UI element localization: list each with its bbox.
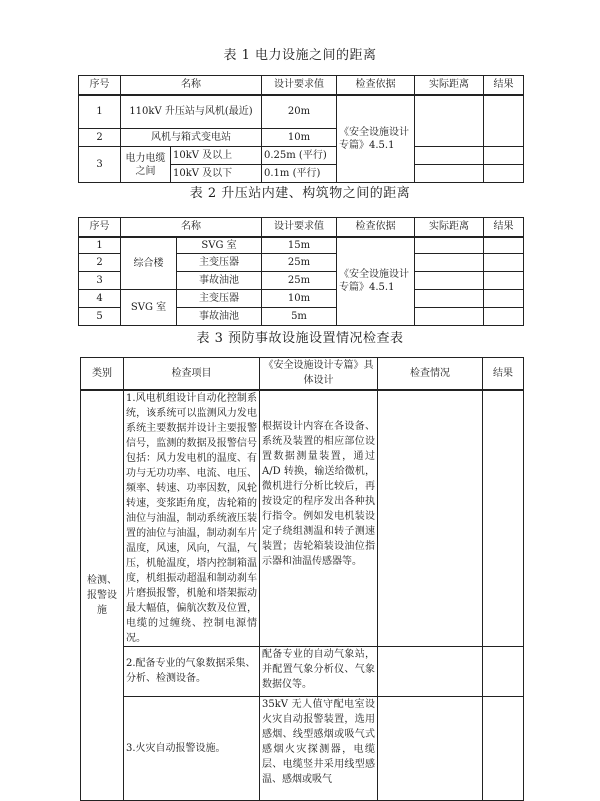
t3-status-2 <box>378 646 483 696</box>
t2-result-1 <box>484 237 524 254</box>
t2-row5-value: 5m <box>262 308 337 326</box>
t3-category: 检测、报警设施 <box>81 390 124 801</box>
t2-actual-3 <box>415 272 484 290</box>
t2-row3-sub: 事故油池 <box>177 272 262 290</box>
t1-result-1 <box>484 95 524 147</box>
t3-header-item: 检查项目 <box>124 358 260 390</box>
t2-row4-value: 10m <box>262 290 337 308</box>
table1 <box>78 75 524 183</box>
t2-row4-sub: 主变压器 <box>177 290 262 308</box>
t3-design-1: 根据设计内容在各设备、系统及装置的相应部位设置数据测量装置，通过 A/D 转换，输送给微机，微机进行分析比较后，再按设定的程序发出各种执行指令。例如发电机装设定子绕组测温和转子测速装置；齿轮箱装设油位指示器和油温传感器等。 <box>260 390 378 647</box>
t2-header-basis: 检查依据 <box>337 218 415 237</box>
t1-header-no: 序号 <box>79 76 121 95</box>
t2-row1-value: 15m <box>262 237 337 254</box>
t2-group-2: SVG 室 <box>121 290 177 326</box>
t2-result-5 <box>484 308 524 326</box>
t3-result-3 <box>483 696 524 800</box>
t3-item-2: 2.配备专业的气象数据采集、分析、检测设备。 <box>124 646 260 696</box>
t3-design-3: 35kV 无人值守配电室设火灾自动报警装置，选用感烟、线型感烟或吸气式感烟火灾探测器，电缆层、电缆竖井采用线型感温、感烟或吸气 <box>260 696 378 800</box>
t2-row2-no: 2 <box>79 254 121 272</box>
t1-basis: 《安全设施设计专篇》4.5.1 <box>337 95 415 183</box>
t1-actual-4 <box>415 165 484 183</box>
t1-row4-sub: 10kV 及以下 <box>171 165 262 183</box>
table3 <box>80 357 524 801</box>
t1-row1-value: 20m <box>262 95 337 129</box>
t2-row1-sub: SVG 室 <box>177 237 262 254</box>
t1-row2-value: 10m <box>262 129 337 147</box>
t2-row3-no: 3 <box>79 272 121 290</box>
t3-item-3: 3.火灾自动报警设施。 <box>124 696 260 800</box>
t1-header-name: 名称 <box>121 76 262 95</box>
t2-row4-no: 4 <box>79 290 121 308</box>
t1-actual-1 <box>415 95 484 147</box>
t2-row1-no: 1 <box>79 237 121 254</box>
t1-row3-group: 电力电缆之间 <box>121 147 171 183</box>
t3-item-1: 1.风电机组设计自动化控制系统，该系统可以监测风力发电系统主要数据并设计主要报警信号，监测的数据及报警信号包括：风力发电机的温度、有功与无功功率、电流、电压、频率、转速、功率因数，风轮转速，变浆距角度，齿轮箱的油位与油温，制动系统液压装置的油位与油温，制动刹车片温度，风速，风向，气温，气压，机舱温度，塔内控制箱温度，机组振动超温和制动刹车片磨损报警，机舱和塔架振动最大幅值，偏航次数及位置，电缆的过缠绕、控制电源情况。 <box>124 390 260 647</box>
t1-header-value: 设计要求值 <box>262 76 337 95</box>
table3-caption: 表 3 预防事故设施设置情况检查表 <box>196 331 404 346</box>
t2-header-result: 结果 <box>484 218 524 237</box>
t3-result-1 <box>483 390 524 647</box>
t2-row3-value: 25m <box>262 272 337 290</box>
t2-header-actual: 实际距离 <box>415 218 484 237</box>
table2-caption: 表 2 升压站内建、构筑物之间的距离 <box>189 186 411 201</box>
t3-header-category: 类别 <box>81 358 124 390</box>
t2-header-name: 名称 <box>121 218 262 237</box>
t3-header-design: 《安全设施设计专篇》具体设计 <box>260 358 378 390</box>
t2-actual-5 <box>415 308 484 326</box>
t2-result-3 <box>484 272 524 290</box>
t3-status-3 <box>378 696 483 800</box>
t1-row2-no: 2 <box>79 129 121 147</box>
t1-actual-3 <box>415 147 484 165</box>
t2-actual-4 <box>415 290 484 308</box>
t2-header-no: 序号 <box>79 218 121 237</box>
t3-header-result: 结果 <box>483 358 524 390</box>
t3-design-2: 配备专业的自动气象站，并配置气象分析仪、气象数据仪等。 <box>260 646 378 696</box>
t1-row1-no: 1 <box>79 95 121 129</box>
t2-result-4 <box>484 290 524 308</box>
t3-header-status: 检查情况 <box>378 358 483 390</box>
t1-result-4 <box>484 165 524 183</box>
t2-actual-1 <box>415 237 484 254</box>
t2-row5-sub: 事故油池 <box>177 308 262 326</box>
t2-header-value: 设计要求值 <box>262 218 337 237</box>
t1-row3-value: 0.25m (平行) <box>262 147 337 165</box>
t2-basis: 《安全设施设计专篇》4.5.1 <box>337 237 415 326</box>
t1-row3-sub: 10kV 及以上 <box>171 147 262 165</box>
t1-row4-value: 0.1m (平行) <box>262 165 337 183</box>
t2-row5-no: 5 <box>79 308 121 326</box>
t1-row1-name: 110kV 升压站与风机(最近) <box>121 95 262 129</box>
t1-row2-name: 风机与箱式变电站 <box>121 129 262 147</box>
t1-header-basis: 检查依据 <box>337 76 415 95</box>
t2-actual-2 <box>415 254 484 272</box>
t2-row2-value: 25m <box>262 254 337 272</box>
t2-result-2 <box>484 254 524 272</box>
t2-group-1: 综合楼 <box>121 237 177 290</box>
table1-caption: 表 1 电力设施之间的距离 <box>223 48 377 63</box>
table2 <box>78 217 524 326</box>
t1-header-actual: 实际距离 <box>415 76 484 95</box>
t1-header-result: 结果 <box>484 76 524 95</box>
t2-row2-sub: 主变压器 <box>177 254 262 272</box>
t3-status-1 <box>378 390 483 647</box>
t1-row3-no: 3 <box>79 147 121 183</box>
t3-result-2 <box>483 646 524 696</box>
t1-result-3 <box>484 147 524 165</box>
